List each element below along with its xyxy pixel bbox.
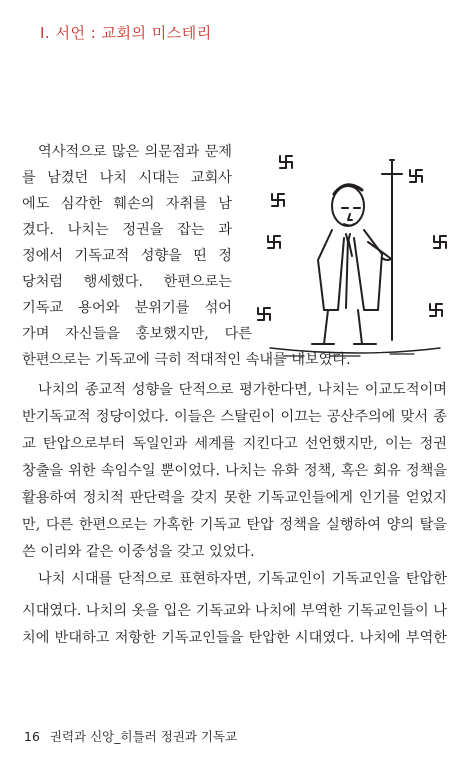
body-line: 가며 자신들을 홍보했지만, 다른 xyxy=(22,326,252,342)
body-line: 나치의 종교적 성향을 단적으로 평가한다면, 나치는 이교도적이며 xyxy=(38,382,447,398)
body-line: 나치 시대를 단적으로 표현하자면, 기독교인이 기독교인을 탄압한 xyxy=(38,571,447,587)
body-line: 교 탄압으로부터 독일인과 세계를 지킨다고 선언했지만, 이는 정권 xyxy=(22,436,447,452)
page-footer xyxy=(24,727,237,745)
symbol-icon xyxy=(280,156,292,168)
body-line: 역사적으로 많은 의문점과 문제 xyxy=(38,144,232,160)
symbol-icon xyxy=(430,304,442,316)
illustration-man-with-cross-staff xyxy=(250,142,460,362)
body-line: 쓴 이리와 같은 이중성을 갖고 있었다. xyxy=(22,544,255,560)
symbol-icon xyxy=(268,236,280,248)
symbol-icon xyxy=(434,236,446,248)
page-number: 16 xyxy=(24,729,40,744)
body-line: 치에 반대하고 저항한 기독교인들을 탄압한 시대였다. 나치에 부역한 xyxy=(22,630,447,646)
body-line: 겼다. 나치는 정권을 잡는 과 xyxy=(22,222,232,238)
body-line: 한편으로는 기독교에 극히 적대적인 속내를 내보였다. xyxy=(22,352,351,368)
symbol-icon xyxy=(410,170,422,182)
body-line: 만, 다른 한편으로는 가혹한 기독교 탄압 정책을 실행하여 양의 탈을 xyxy=(22,517,447,533)
body-line: 활용하여 정치적 판단력을 갖지 못한 기독교인들에게 인기를 얻었지 xyxy=(22,490,447,506)
body-line: 창출을 위한 속임수일 뿐이었다. 나치는 유화 정책, 혹은 회유 정책을 xyxy=(22,463,447,479)
body-line: 기독교 용어와 분위기를 섞어 xyxy=(22,300,232,316)
symbol-icon xyxy=(258,308,270,320)
symbol-icon xyxy=(272,194,284,206)
body-line: 정에서 기독교적 성향을 띤 정 xyxy=(22,248,232,264)
body-line: 시대였다. 나치의 옷을 입은 기독교와 나치에 부역한 기독교인들이 나 xyxy=(22,603,447,619)
body-line: 를 남겼던 나치 시대는 교회사 xyxy=(22,170,232,186)
running-title: 권력과 신앙_히틀러 정권과 기독교 xyxy=(49,729,238,744)
body-line: 당처럼 행세했다. 한편으로는 xyxy=(22,274,232,290)
chapter-title: I. 서언 : 교회의 미스테리 xyxy=(40,24,212,42)
body-line: 에도 심각한 훼손의 자취를 남 xyxy=(22,196,232,212)
body-line: 반기독교적 정당이었다. 이들은 스탈린이 이끄는 공산주의에 맞서 종 xyxy=(22,409,447,425)
